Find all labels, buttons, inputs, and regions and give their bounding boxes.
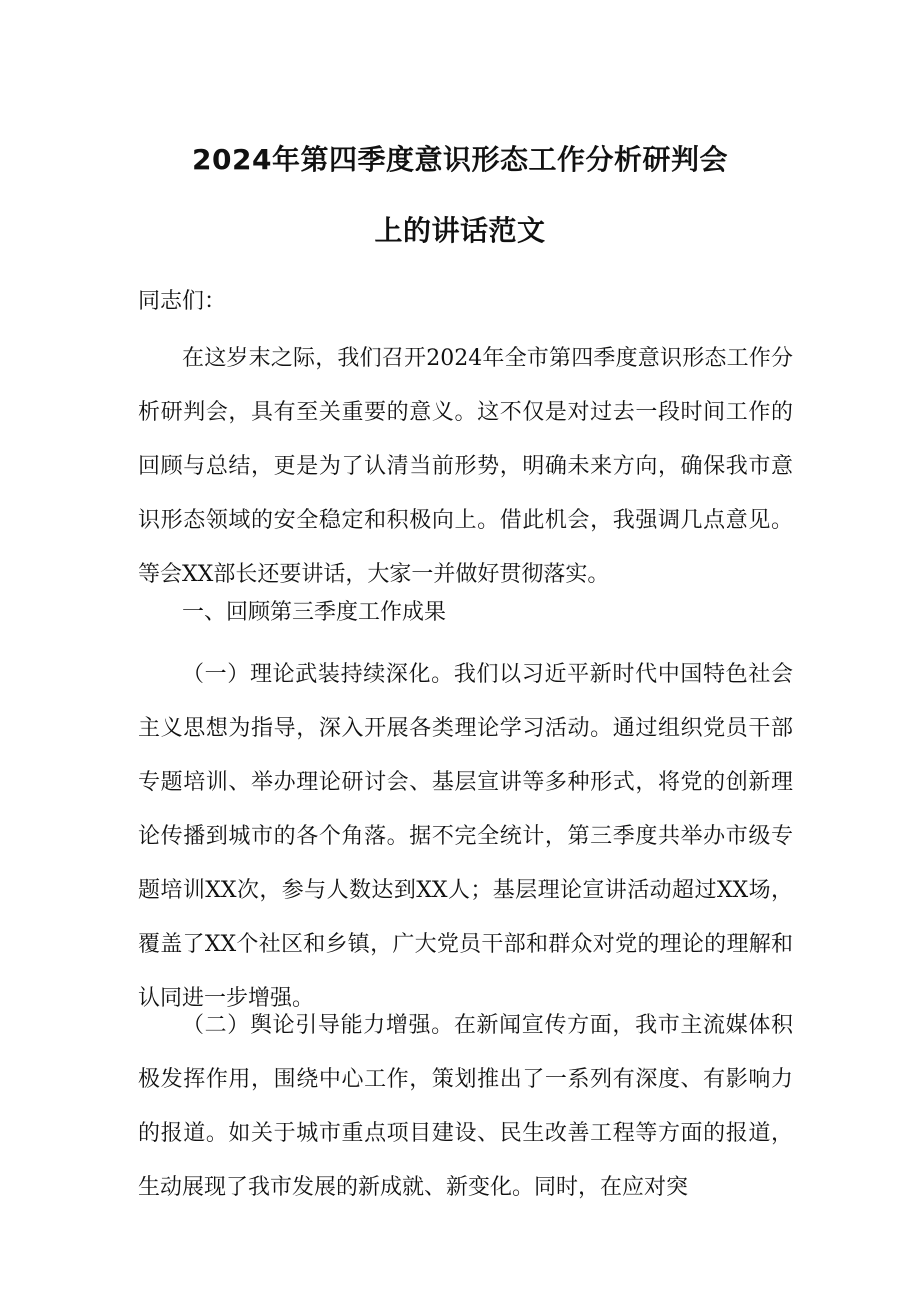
salutation: 同志们：	[138, 289, 227, 314]
paragraph-theory: （一）理论武装持续深化。我们以习近平新时代中国特色社会主义思想为指导，深入开展各类理论学习活动。通过组织党员干部专题培训、举办理论研讨会、基层宣讲等多种形式，将党的创新理论传播到城市的各个角落。据不完全统计，第三季度共举办市级专题培训XX次，参与人数达到XX人；基层理论宣讲活动超过XX场，覆盖了XX个社区和乡镇，广大党员干部和群众对党的理论的理解和认同进一步增强。	[138, 662, 793, 1011]
section-heading-1: 一、回顾第三季度工作成果	[182, 600, 447, 625]
document-title-line-1: 2024年第四季度意识形态工作分析研判会	[192, 143, 728, 176]
document-title-line-2: 上的讲话范文	[374, 214, 546, 247]
paragraph-intro: 在这岁末之际，我们召开2024年全市第四季度意识形态工作分析研判会，具有至关重要的意义。这不仅是对过去一段时间工作的回顾与总结，更是为了认清当前形势，明确未来方向，确保我市意识形态领域的安全稳定和积极向上。借此机会，我强调几点意见。等会XX部长还要讲话，大家一并做好贯彻落实。	[138, 346, 793, 587]
paragraph-public-opinion: （二）舆论引导能力增强。在新闻宣传方面，我市主流媒体积极发挥作用，围绕中心工作，策划推出了一系列有深度、有影响力的报道。如关于城市重点项目建设、民生改善工程等方面的报道，生动展现了我市发展的新成就、新变化。同时，在应对突	[138, 1013, 793, 1200]
